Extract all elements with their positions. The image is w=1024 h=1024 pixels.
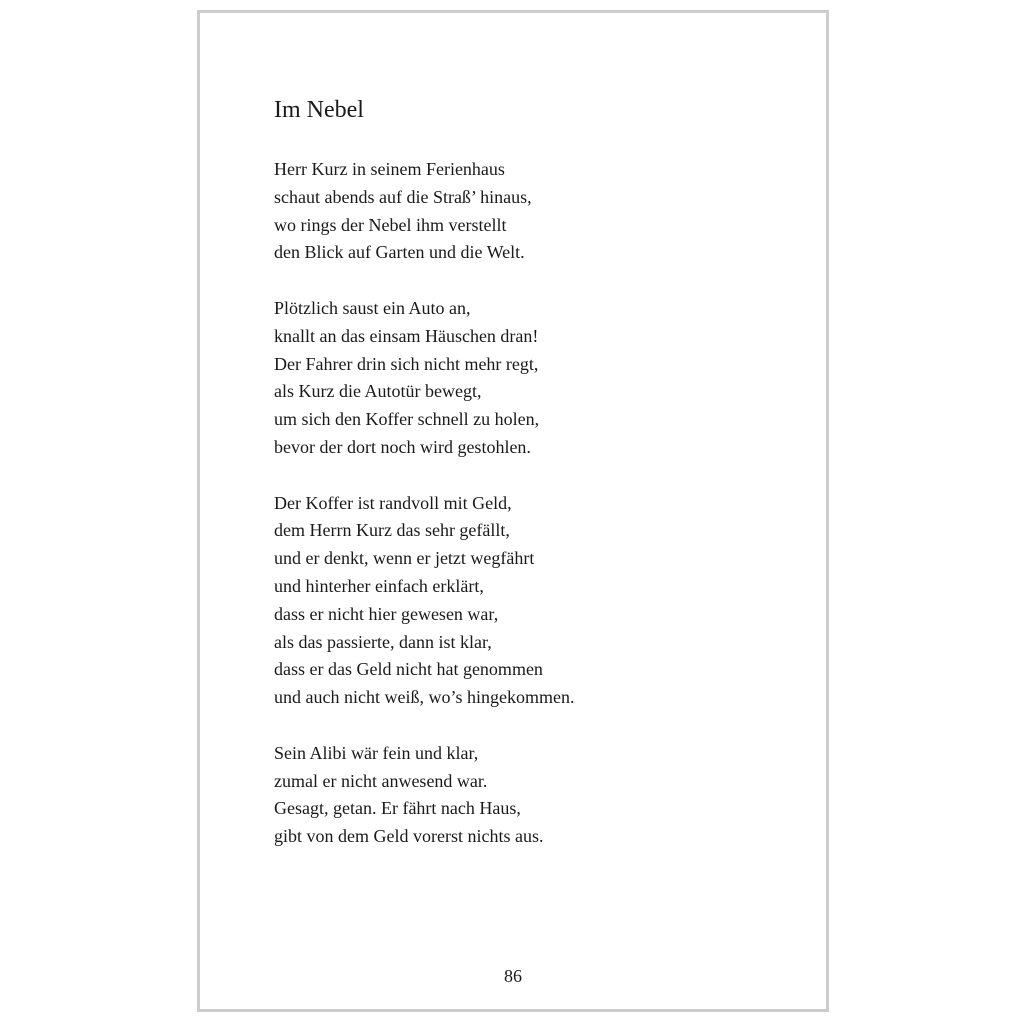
stanza-2 [274,295,574,462]
poem-line: als das passierte, dann ist klar, [274,631,492,652]
poem-line: bevor der dort noch wird gestohlen. [274,436,531,457]
poem-line: Herr Kurz in seinem Ferienhaus [274,159,505,179]
poem-line: als Kurz die Autotür bewegt, [274,381,482,402]
poem-line: Sein Alibi wär fein und klar, [274,742,479,763]
poem-line: und auch nicht weiß, wo’s hingekommen. [274,687,575,708]
poem-line: knallt an das einsam Häuschen dran! [274,325,539,346]
poem-line: und er denkt, wenn er jetzt wegfährt [274,548,535,569]
poem-line: dass er nicht hier gewesen war, [274,603,499,624]
stanza-1 [274,156,574,267]
poem-line: zumal er nicht anwesend war. [274,770,488,791]
poem-line: Gesagt, getan. Er fährt nach Haus, [274,798,521,819]
book-page [197,10,829,1012]
poem-title: Im Nebel [274,97,364,123]
poem-line: Plötzlich saust ein Auto an, [274,297,471,318]
poem-body [274,156,574,879]
poem-line: dass er das Geld nicht hat genommen [274,659,543,680]
poem-line: Der Koffer ist randvoll mit Geld, [274,492,512,513]
poem-line: Der Fahrer drin sich nicht mehr regt, [274,353,539,374]
stanza-4 [274,740,574,851]
poem-line: schaut abends auf die Straß’ hinaus, [274,186,532,207]
stanza-3 [274,490,574,712]
page-number: 86 [504,966,522,986]
poem-line: wo rings der Nebel ihm verstellt [274,214,507,235]
poem-line: den Blick auf Garten und die Welt. [274,242,525,263]
poem-line: dem Herrn Kurz das sehr gefällt, [274,520,510,541]
poem-line: um sich den Koffer schnell zu holen, [274,409,540,430]
poem-line: gibt von dem Geld vorerst nichts aus. [274,826,544,847]
poem-line: und hinterher einfach erklärt, [274,575,484,596]
